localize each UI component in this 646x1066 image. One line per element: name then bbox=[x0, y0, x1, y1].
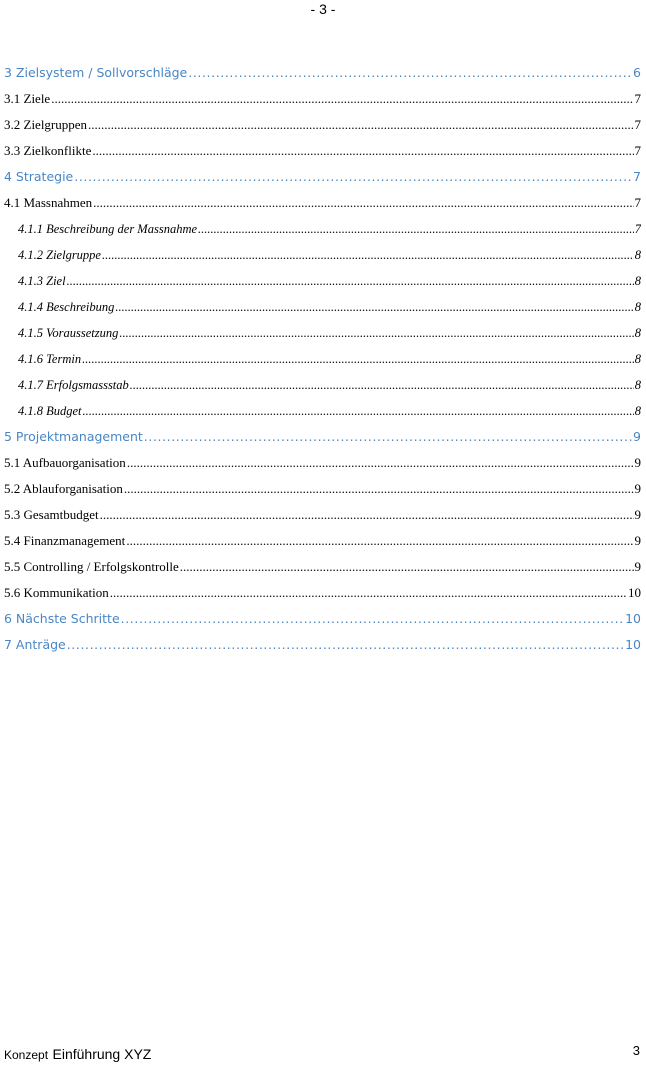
dot-leader bbox=[83, 400, 634, 422]
toc-entry[interactable] bbox=[4, 322, 641, 348]
toc-entry-page: 8 bbox=[634, 274, 641, 288]
toc-entry[interactable] bbox=[4, 88, 641, 114]
dot-leader bbox=[126, 530, 633, 552]
toc-entry-title: 5.3 Gesamtbudget bbox=[4, 507, 99, 522]
dot-leader bbox=[144, 426, 632, 448]
toc-entry-title: 3.3 Zielkonflikte bbox=[4, 143, 92, 158]
toc-entry[interactable] bbox=[4, 634, 641, 660]
toc-entry-page: 9 bbox=[634, 533, 641, 548]
footer-title: Einführung XYZ bbox=[52, 1046, 152, 1062]
toc-entry-page: 7 bbox=[634, 91, 641, 106]
toc-entry[interactable] bbox=[4, 244, 641, 270]
toc-entry-page: 8 bbox=[634, 378, 641, 392]
toc-entry-page: 10 bbox=[625, 611, 641, 626]
toc-entry-title: 4.1.2 Zielgruppe bbox=[18, 248, 101, 262]
toc-entry[interactable] bbox=[4, 166, 641, 192]
toc-entry-title: 4 Strategie bbox=[4, 169, 74, 184]
toc-entry[interactable] bbox=[4, 218, 641, 244]
toc-entry-page: 8 bbox=[634, 326, 641, 340]
toc-entry[interactable] bbox=[4, 114, 641, 140]
dot-leader bbox=[93, 192, 633, 214]
toc-entry-title: 5.2 Ablauforganisation bbox=[4, 481, 123, 496]
toc-entry[interactable] bbox=[4, 452, 641, 478]
toc-entry-title: 3.2 Zielgruppen bbox=[4, 117, 88, 132]
toc-entry-title: 4.1.5 Voraussetzung bbox=[18, 326, 119, 340]
toc-entry-title: 4.1.7 Erfolgsmassstab bbox=[18, 378, 129, 392]
toc-entry-page: 9 bbox=[634, 507, 641, 522]
toc-entry[interactable] bbox=[4, 374, 641, 400]
toc-entry-title: 4.1.1 Beschreibung der Massnahme bbox=[18, 222, 198, 236]
toc-entry[interactable] bbox=[4, 582, 641, 608]
table-of-contents bbox=[4, 62, 641, 660]
dot-leader bbox=[67, 634, 624, 656]
dot-leader bbox=[82, 348, 634, 370]
dot-leader bbox=[198, 218, 634, 240]
toc-entry-title: 4.1.8 Budget bbox=[18, 404, 82, 418]
toc-entry-title: 3.1 Ziele bbox=[4, 91, 51, 106]
toc-entry[interactable] bbox=[4, 270, 641, 296]
dot-leader bbox=[102, 244, 634, 266]
toc-entry-page: 7 bbox=[633, 169, 641, 184]
page-marker: - 3 - bbox=[310, 1, 336, 17]
toc-entry[interactable] bbox=[4, 62, 641, 88]
dot-leader bbox=[115, 296, 633, 318]
dot-leader bbox=[74, 166, 632, 188]
toc-entry-page: 6 bbox=[633, 65, 641, 80]
toc-entry-page: 7 bbox=[634, 117, 641, 132]
toc-entry-title: 5.6 Kommunikation bbox=[4, 585, 109, 600]
toc-entry-title: 3 Zielsystem / Sollvorschläge bbox=[4, 65, 188, 80]
footer-prefix: Konzept bbox=[4, 1048, 49, 1062]
dot-leader bbox=[121, 608, 624, 630]
toc-entry-page: 8 bbox=[634, 352, 641, 366]
toc-entry-title: 4.1.4 Beschreibung bbox=[18, 300, 115, 314]
toc-entry-title: 4.1.6 Termin bbox=[18, 352, 82, 366]
toc-entry-page: 9 bbox=[634, 455, 641, 470]
dot-leader bbox=[92, 140, 633, 162]
toc-entry-title: 5.5 Controlling / Erfolgskontrolle bbox=[4, 559, 179, 574]
toc-entry-title: 4.1.3 Ziel bbox=[18, 274, 66, 288]
toc-entry-title: 7 Anträge bbox=[4, 637, 66, 652]
toc-entry[interactable] bbox=[4, 504, 641, 530]
toc-entry[interactable] bbox=[4, 556, 641, 582]
toc-entry-page: 8 bbox=[634, 300, 641, 314]
toc-entry-page: 7 bbox=[634, 143, 641, 158]
dot-leader bbox=[110, 582, 627, 604]
dot-leader bbox=[180, 556, 634, 578]
dot-leader bbox=[51, 88, 633, 110]
dot-leader bbox=[127, 452, 634, 474]
toc-entry-page: 8 bbox=[634, 404, 641, 418]
toc-entry[interactable] bbox=[4, 426, 641, 452]
dot-leader bbox=[100, 504, 634, 526]
toc-entry-page: 9 bbox=[633, 429, 641, 444]
dot-leader bbox=[130, 374, 634, 396]
toc-entry-title: 4.1 Massnahmen bbox=[4, 195, 93, 210]
dot-leader bbox=[67, 270, 634, 292]
toc-entry[interactable] bbox=[4, 400, 641, 426]
toc-entry[interactable] bbox=[4, 530, 641, 556]
footer-page-number: 3 bbox=[632, 1043, 640, 1058]
toc-entry[interactable] bbox=[4, 348, 641, 374]
toc-entry[interactable] bbox=[4, 192, 641, 218]
toc-entry-title: 6 Nächste Schritte bbox=[4, 611, 120, 626]
toc-entry-page: 10 bbox=[628, 585, 641, 600]
dot-leader bbox=[88, 114, 633, 136]
toc-entry-page: 9 bbox=[634, 559, 641, 574]
toc-entry-title: 5.4 Finanzmanagement bbox=[4, 533, 126, 548]
toc-entry[interactable] bbox=[4, 478, 641, 504]
dot-leader bbox=[188, 62, 632, 84]
dot-leader bbox=[119, 322, 633, 344]
toc-entry[interactable] bbox=[4, 608, 641, 634]
dot-leader bbox=[124, 478, 634, 500]
footer-document-title bbox=[4, 1046, 151, 1064]
toc-entry-page: 10 bbox=[625, 637, 641, 652]
toc-entry-title: 5 Projektmanagement bbox=[4, 429, 143, 444]
toc-entry-page: 9 bbox=[634, 481, 641, 496]
toc-entry-page: 7 bbox=[634, 195, 641, 210]
toc-entry[interactable] bbox=[4, 296, 641, 322]
toc-entry-page: 8 bbox=[634, 248, 641, 262]
toc-entry-page: 7 bbox=[634, 222, 641, 236]
toc-entry[interactable] bbox=[4, 140, 641, 166]
toc-entry-title: 5.1 Aufbauorganisation bbox=[4, 455, 126, 470]
